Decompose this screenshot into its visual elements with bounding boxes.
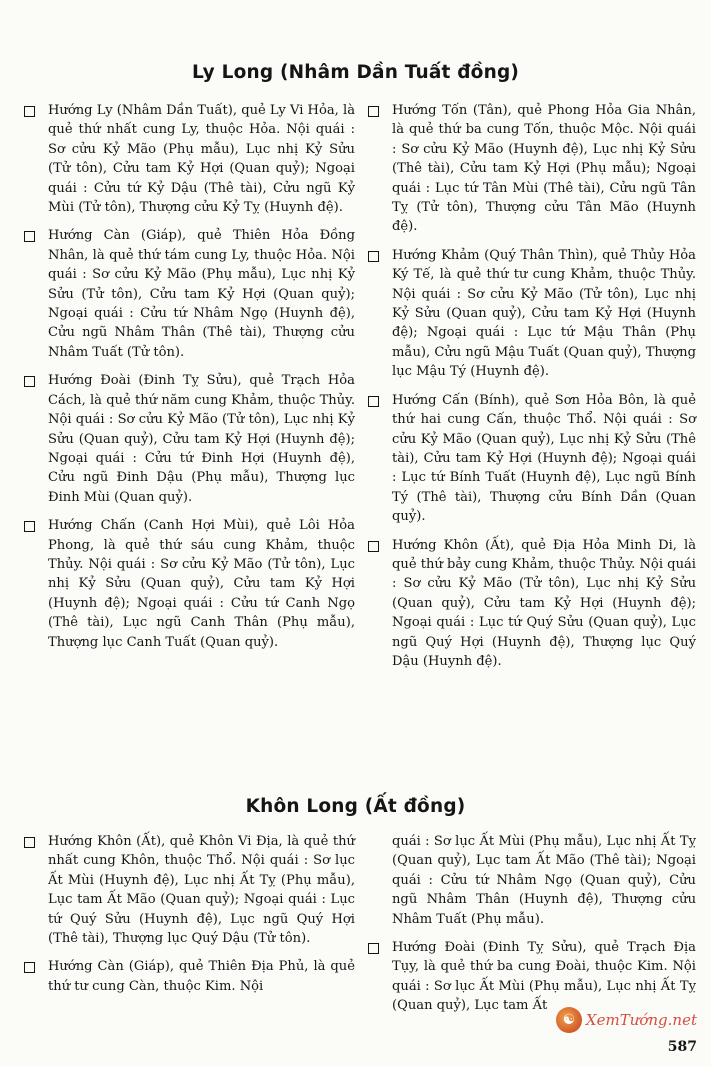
page-number: 587 [667, 1039, 697, 1055]
checkbox-square-icon [24, 837, 35, 848]
entry-text: Hướng Khảm (Quý Thân Thìn), quẻ Thủy Hỏa Ký Tế, là quẻ thứ tư cung Khảm, thuộc Thủy. Nội quái : Sơ cửu Kỷ Mão (Tử tôn), Lục nhị Kỷ Sửu (Quan quỷ), Cửu tam Kỷ Hợi (Huynh đệ); Ngoại quái : Lục tứ Mậu Thân (Phụ mẫu), Cửu ngũ Mậu Tuất (Quan quỷ), Thượng lục Mậu Tý (Huynh đệ). [392, 247, 696, 380]
section-title-khon-long: Khôn Long (Ất đồng) [245, 796, 466, 817]
section2-left-column [22, 832, 355, 1005]
checkbox-square-icon [24, 106, 35, 117]
list-item-continuation [366, 832, 696, 929]
entry-text: Hướng Tốn (Tân), quẻ Phong Hỏa Gia Nhân, là quẻ thứ ba cung Tốn, thuộc Mộc. Nội quái : Sơ cửu Kỷ Mão (Huynh đệ), Lục nhị Kỷ Sửu (Thê tài), Cửu tam Kỷ Hợi (Phụ mẫu); Ngoại quái : Lục tứ Tân Mùi (Thê tài), Cửu ngũ Tân Tỵ (Tử tôn), Thượng cửu Tân Mão (Huynh đệ). [392, 103, 696, 235]
checkbox-square-icon [24, 521, 35, 532]
list-item [22, 516, 355, 652]
list-item [366, 246, 696, 382]
watermark [556, 1007, 697, 1033]
entry-text: Hướng Càn (Giáp), quẻ Thiên Hỏa Đồng Nhân, là quẻ thứ tám cung Ly, thuộc Hỏa. Nội quái : Sơ cửu Kỷ Mão (Phụ mẫu), Lục nhị Kỷ Sửu (Tử tôn), Cửu tam Kỷ Hợi (Quan quỷ); Ngoại quái : Cửu tứ Nhâm Ngọ (Huynh đệ), Cửu ngũ Nhâm Thân (Thê tài), Thượng cửu Nhâm Tuất (Tử tôn). [48, 228, 355, 360]
section1-left-column [22, 101, 355, 661]
list-item [22, 101, 355, 217]
section1-right-column [366, 101, 696, 680]
section2-right-column [366, 832, 696, 1025]
entry-text: Hướng Đoài (Đinh Tỵ Sửu), quẻ Trạch Địa Tụy, là quẻ thứ ba cung Đoài, thuộc Kim. Nội quái : Sơ lục Ất Mùi (Phụ mẫu), Lục nhị Ất Tỵ (Quan quỷ), Lục tam Ất [392, 940, 696, 1014]
list-item [366, 536, 696, 672]
list-item [22, 957, 355, 996]
entry-text: Hướng Đoài (Đinh Tỵ Sửu), quẻ Trạch Hỏa Cách, là quẻ thứ năm cung Khảm, thuộc Thủy. Nội quái : Sơ cửu Kỷ Mão (Tử tôn), Lục nhị Kỷ Sửu (Quan quỷ), Cửu tam Kỷ Hợi (Huynh đệ); Ngoại quái : Cửu tứ Đinh Hợi (Huynh đệ), Cửu ngũ Đinh Dậu (Phụ mẫu), Thượng lục Đinh Mùi (Quan quỷ). [48, 373, 355, 505]
checkbox-square-icon [368, 106, 379, 117]
list-item [366, 391, 696, 527]
entry-text: Hướng Khôn (Ất), quẻ Địa Hỏa Minh Di, là quẻ thứ bảy cung Khảm, thuộc Thủy. Nội quái : Sơ cửu Kỷ Mão (Tử tôn), Lục nhị Kỷ Sửu (Quan quỷ), Cửu tam Kỷ Hợi (Huynh đệ); Ngoại quái : Lục tứ Quý Sửu (Quan quỷ), Lục ngũ Quý Hợi (Huynh đệ), Thượng lục Quý Dậu (Huynh đệ). [392, 537, 696, 669]
list-item [22, 832, 355, 948]
checkbox-square-icon [24, 376, 35, 387]
checkbox-square-icon [24, 962, 35, 973]
list-item [22, 371, 355, 507]
watermark-text: XemTướng.net [585, 1011, 697, 1029]
checkbox-square-icon [368, 396, 379, 407]
entry-text: Hướng Khôn (Ất), quẻ Khôn Vi Địa, là quẻ thứ nhất cung Khôn, thuộc Thổ. Nội quái : Sơ lục Ất Mùi (Huynh đệ), Lục nhị Ất Tỵ (Phụ mẫu), Lục tam Ất Mão (Quan quỷ); Ngoại quái : Lục tứ Quý Sửu (Huynh đệ), Lục ngũ Quý Hợi (Thê tài), Thượng lục Quý Dậu (Tử tôn). [48, 834, 355, 947]
checkbox-square-icon [368, 541, 379, 552]
list-item [366, 938, 696, 1016]
entry-text: Hướng Ly (Nhâm Dần Tuất), quẻ Ly Vi Hỏa, là quẻ thứ nhất cung Ly, thuộc Hỏa. Nội quái : Sơ cửu Kỷ Mão (Phụ mẫu), Lục nhị Kỷ Sửu (Tử tôn), Cửu tam Kỷ Hợi (Quan quỷ); Ngoại quái : Cửu tứ Kỷ Dậu (Thê tài), Cửu ngũ Kỷ Mùi (Tử tôn), Thượng cửu Kỷ Tỵ (Huynh đệ). [48, 103, 355, 216]
entry-text: Hướng Càn (Giáp), quẻ Thiên Địa Phủ, là quẻ thứ tư cung Càn, thuộc Kim. Nội [48, 959, 355, 994]
list-item [22, 226, 355, 362]
yin-yang-icon: ☯ [556, 1007, 582, 1033]
entry-text: Hướng Chấn (Canh Hợi Mùi), quẻ Lôi Hỏa Phong, là quẻ thứ sáu cung Khảm, thuộc Thủy. Nội quái : Sơ cửu Kỷ Mão (Tử tôn), Lục nhị Kỷ Sửu (Quan quỷ), Cửu tam Kỷ Hợi (Huynh đệ); Ngoại quái : Cửu tứ Canh Ngọ (Thê tài), Lục ngũ Canh Thân (Phụ mẫu), Thượng lục Canh Tuất (Quan quỷ). [48, 518, 355, 650]
checkbox-square-icon [368, 943, 379, 954]
section-title-ly-long: Ly Long (Nhâm Dần Tuất đồng) [191, 62, 520, 83]
checkbox-square-icon [24, 231, 35, 242]
entry-text: quái : Sơ lục Ất Mùi (Phụ mẫu), Lục nhị Ất Tỵ (Quan quỷ), Lục tam Ất Mão (Thê tài); Ngoại quái : Cửu tứ Nhâm Ngọ (Quan quỷ), Cửu ngũ Nhâm Thân (Huynh đệ), Thượng cửu Nhâm Tuất (Phụ mẫu). [392, 834, 696, 927]
checkbox-square-icon [368, 251, 379, 262]
list-item [366, 101, 696, 237]
entry-text: Hướng Cấn (Bính), quẻ Sơn Hỏa Bôn, là quẻ thứ hai cung Cấn, thuộc Thổ. Nội quái : Sơ cửu Kỷ Mão (Quan quỷ), Lục nhị Kỷ Sửu (Thê tài), Cửu tam Kỷ Hợi (Huynh đệ); Ngoại quái : Lục tứ Bính Tuất (Huynh đệ), Lục ngũ Bính Tý (Thê tài), Thượng cửu Bính Dần (Quan quỷ). [392, 392, 696, 525]
